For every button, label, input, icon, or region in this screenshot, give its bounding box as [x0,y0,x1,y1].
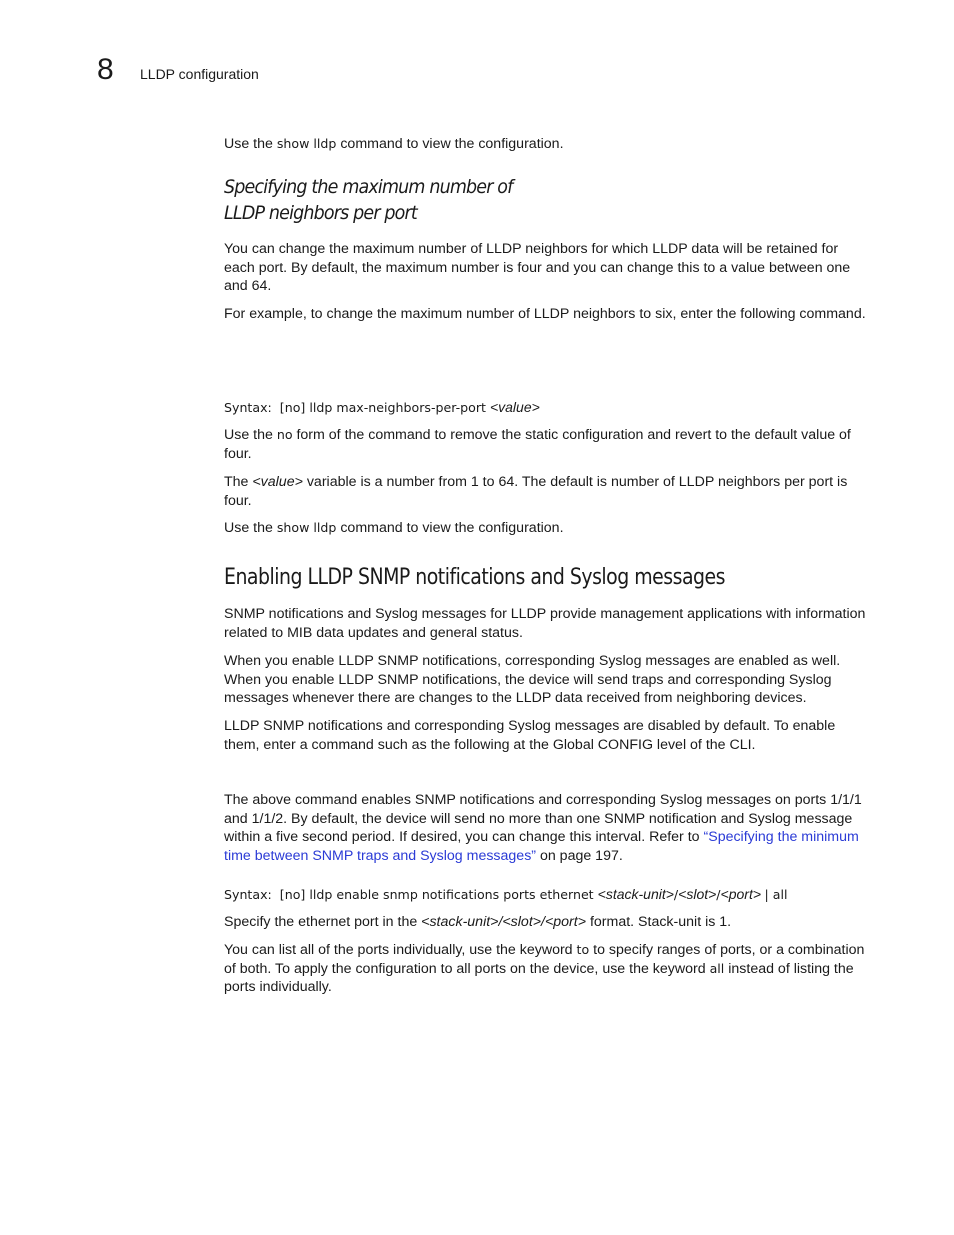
show-lldp-paragraph-2: Use the show lldp command to view the configuration. [224,520,564,536]
port-list-paragraph: You can list all of the ports individually, use the keyword to to specify ranges of ports, or a combination of both. To apply the configuration to all ports on the device, use the keyword all instead of listing the ports individually. [224,942,865,996]
no-form-paragraph: Use the no form of the command to remove the static configuration and revert to the default value of four. [224,427,851,462]
snmp-intro-paragraph: SNMP notifications and Syslog messages for LLDP provide management applications with information related to MIB data updates and general status. [224,606,866,641]
syntax-snmp: Syntax: [no] lldp enable snmp notifications ports ethernet <stack-unit>/<slot>/<port> | all [224,886,788,902]
snmp-default-paragraph: LLDP SNMP notifications and corresponding Syslog messages are disabled by default. To enable them, enter a command such as the following at the Global CONFIG level of the CLI. [224,718,836,753]
cross-reference-link[interactable]: “Specifying the minimum time between SNMP traps and Syslog messages” [224,829,859,865]
port-format-paragraph: Specify the ethernet port in the <stack-unit>/<slot>/<port> format. Stack-unit is 1. [224,914,732,930]
section-heading-snmp: Enabling LLDP SNMP notifications and Syslog messages [224,564,725,590]
snmp-command-explanation: The above command enables SNMP notifications and corresponding Syslog messages on ports 1/1/1 and 1/1/2. By default, the device will send no more than one SNMP notification and Syslog message within a five second period. If desired, you can change this interval. Refer to “Specifying the minimum time between SNMP traps and Syslog messages” on page 197. [224,792,862,865]
command-keyword: show lldp [276,136,337,151]
snmp-enable-paragraph: When you enable LLDP SNMP notifications, corresponding Syslog messages are enabled as well. When you enable LLDP SNMP notifications, the device will send traps and corresponding Syslog messages whenever there are changes to the LLDP data received from neighboring devices. [224,653,841,707]
chapter-number: 8 [97,53,114,86]
show-lldp-paragraph-1: Use the show lldp command to view the configuration. [224,136,564,152]
section-heading-max-neighbors: Specifying the maximum number of LLDP neighbors per port [224,176,513,224]
syntax-max-neighbors: Syntax: [no] lldp max-neighbors-per-port <value> [224,399,540,415]
max-neighbors-example-intro: For example, to change the maximum number of LLDP neighbors to six, enter the following command. [224,306,866,322]
chapter-title: LLDP configuration [140,66,259,82]
command-keyword: show lldp [276,520,337,535]
value-variable-paragraph: The <value> variable is a number from 1 to 64. The default is number of LLDP neighbors per port is four. [224,474,848,509]
max-neighbors-description: You can change the maximum number of LLDP neighbors for which LLDP data will be retained for each port. By default, the maximum number is four and you can change this to a value between one and 64. [224,241,851,295]
